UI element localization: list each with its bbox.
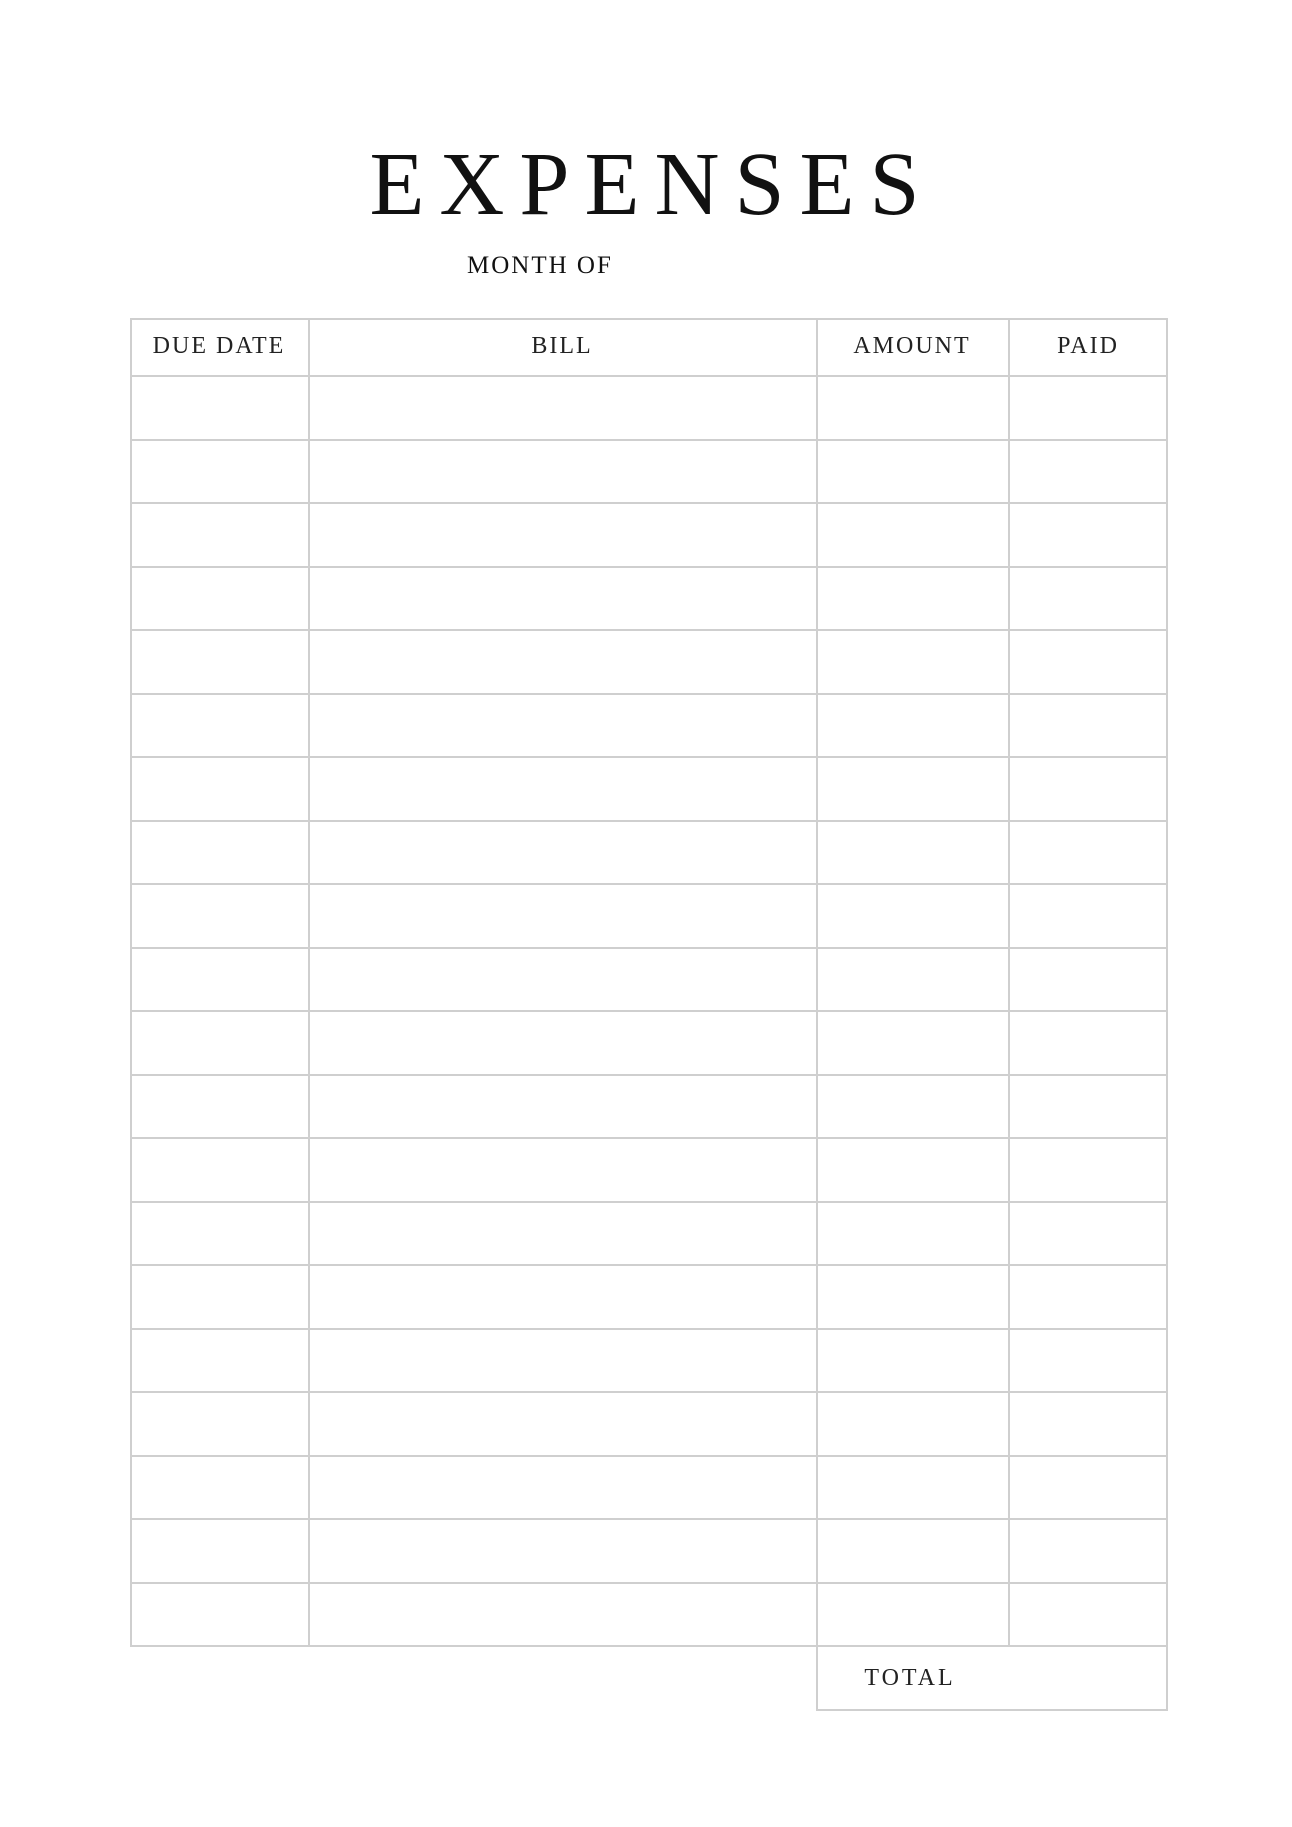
due-date-cell[interactable] <box>130 756 308 820</box>
bill-cell[interactable] <box>308 820 816 884</box>
bill-cell[interactable] <box>308 1455 816 1519</box>
bill-cell[interactable] <box>308 502 816 566</box>
amount-cell[interactable] <box>816 1582 1008 1646</box>
paid-cell[interactable] <box>1008 1518 1168 1582</box>
bill-cell[interactable] <box>308 1010 816 1074</box>
due-date-cell[interactable] <box>130 1264 308 1328</box>
paid-cell[interactable] <box>1008 1582 1168 1646</box>
amount-cell[interactable] <box>816 1264 1008 1328</box>
header-divider <box>130 375 1168 377</box>
row-divider <box>130 1518 1168 1520</box>
due-date-cell[interactable] <box>130 1074 308 1138</box>
paid-cell[interactable] <box>1008 820 1168 884</box>
paid-cell[interactable] <box>1008 502 1168 566</box>
amount-cell[interactable] <box>816 502 1008 566</box>
due-date-cell[interactable] <box>130 883 308 947</box>
paid-cell[interactable] <box>1008 1455 1168 1519</box>
bill-cell[interactable] <box>308 629 816 693</box>
bill-cell[interactable] <box>308 947 816 1011</box>
amount-cell[interactable] <box>816 947 1008 1011</box>
row-divider <box>130 1264 1168 1266</box>
row-divider <box>130 502 1168 504</box>
amount-cell[interactable] <box>816 1455 1008 1519</box>
paid-cell[interactable] <box>1008 439 1168 503</box>
paid-cell[interactable] <box>1008 1010 1168 1074</box>
amount-cell[interactable] <box>816 883 1008 947</box>
total-label: TOTAL <box>864 1664 956 1691</box>
bill-cell[interactable] <box>308 756 816 820</box>
amount-cell[interactable] <box>816 1137 1008 1201</box>
due-date-cell[interactable] <box>130 820 308 884</box>
amount-cell[interactable] <box>816 566 1008 630</box>
amount-cell[interactable] <box>816 375 1008 439</box>
due-date-cell[interactable] <box>130 1582 308 1646</box>
row-divider <box>130 693 1168 695</box>
amount-cell[interactable] <box>816 629 1008 693</box>
amount-cell[interactable] <box>816 1391 1008 1455</box>
row-divider <box>130 1391 1168 1393</box>
paid-cell[interactable] <box>1008 375 1168 439</box>
row-divider <box>130 1137 1168 1139</box>
column-divider <box>308 318 310 1647</box>
due-date-cell[interactable] <box>130 1328 308 1392</box>
total-box-border <box>816 1709 1168 1711</box>
amount-cell[interactable] <box>816 1010 1008 1074</box>
bill-cell[interactable] <box>308 439 816 503</box>
row-divider <box>130 820 1168 822</box>
column-header-paid: PAID <box>1057 333 1119 359</box>
total-box-border <box>1166 1645 1168 1711</box>
bill-cell[interactable] <box>308 1264 816 1328</box>
due-date-cell[interactable] <box>130 1010 308 1074</box>
column-header-due-date: DUE DATE <box>152 333 286 359</box>
row-divider <box>130 1010 1168 1012</box>
bill-cell[interactable] <box>308 883 816 947</box>
paid-cell[interactable] <box>1008 947 1168 1011</box>
row-divider <box>130 1455 1168 1457</box>
amount-cell[interactable] <box>816 820 1008 884</box>
due-date-cell[interactable] <box>130 1518 308 1582</box>
due-date-cell[interactable] <box>130 502 308 566</box>
row-divider <box>130 629 1168 631</box>
row-divider <box>130 756 1168 758</box>
month-of-label: MONTH OF <box>467 252 613 279</box>
due-date-cell[interactable] <box>130 629 308 693</box>
bill-cell[interactable] <box>308 693 816 757</box>
total-value-field[interactable] <box>1008 1647 1166 1709</box>
row-divider <box>130 883 1168 885</box>
bill-cell[interactable] <box>308 566 816 630</box>
bill-cell[interactable] <box>308 1328 816 1392</box>
amount-cell[interactable] <box>816 756 1008 820</box>
paid-cell[interactable] <box>1008 1074 1168 1138</box>
due-date-cell[interactable] <box>130 1391 308 1455</box>
paid-cell[interactable] <box>1008 1391 1168 1455</box>
paid-cell[interactable] <box>1008 756 1168 820</box>
amount-cell[interactable] <box>816 1074 1008 1138</box>
amount-cell[interactable] <box>816 1201 1008 1265</box>
amount-cell[interactable] <box>816 1518 1008 1582</box>
row-divider <box>130 1201 1168 1203</box>
bill-cell[interactable] <box>308 1137 816 1201</box>
paid-cell[interactable] <box>1008 566 1168 630</box>
due-date-cell[interactable] <box>130 1137 308 1201</box>
paid-cell[interactable] <box>1008 883 1168 947</box>
row-divider <box>130 947 1168 949</box>
column-header-bill: BILL <box>531 333 593 359</box>
paid-cell[interactable] <box>1008 1201 1168 1265</box>
column-divider <box>130 318 132 1647</box>
row-divider <box>130 1074 1168 1076</box>
bill-cell[interactable] <box>308 1391 816 1455</box>
due-date-cell[interactable] <box>130 947 308 1011</box>
row-divider <box>130 439 1168 441</box>
due-date-cell[interactable] <box>130 1455 308 1519</box>
due-date-cell[interactable] <box>130 693 308 757</box>
due-date-cell[interactable] <box>130 439 308 503</box>
row-divider <box>130 566 1168 568</box>
row-divider <box>130 1328 1168 1330</box>
column-header-amount: AMOUNT <box>853 333 971 359</box>
column-divider <box>816 318 818 1647</box>
row-divider <box>130 1582 1168 1584</box>
paid-cell[interactable] <box>1008 1137 1168 1201</box>
bill-cell[interactable] <box>308 1582 816 1646</box>
page-title: EXPENSES <box>369 135 935 234</box>
paid-cell[interactable] <box>1008 629 1168 693</box>
expenses-table <box>130 318 1168 1691</box>
due-date-cell[interactable] <box>130 375 308 439</box>
paid-cell[interactable] <box>1008 693 1168 757</box>
paid-cell[interactable] <box>1008 1328 1168 1392</box>
amount-cell[interactable] <box>816 439 1008 503</box>
amount-cell[interactable] <box>816 693 1008 757</box>
bill-cell[interactable] <box>308 1518 816 1582</box>
amount-cell[interactable] <box>816 1328 1008 1392</box>
column-divider <box>1008 318 1010 1647</box>
table-top-border <box>130 318 1168 320</box>
bill-cell[interactable] <box>308 375 816 439</box>
bill-cell[interactable] <box>308 1201 816 1265</box>
due-date-cell[interactable] <box>130 566 308 630</box>
bill-cell[interactable] <box>308 1074 816 1138</box>
column-divider <box>1166 318 1168 1647</box>
paid-cell[interactable] <box>1008 1264 1168 1328</box>
due-date-cell[interactable] <box>130 1201 308 1265</box>
